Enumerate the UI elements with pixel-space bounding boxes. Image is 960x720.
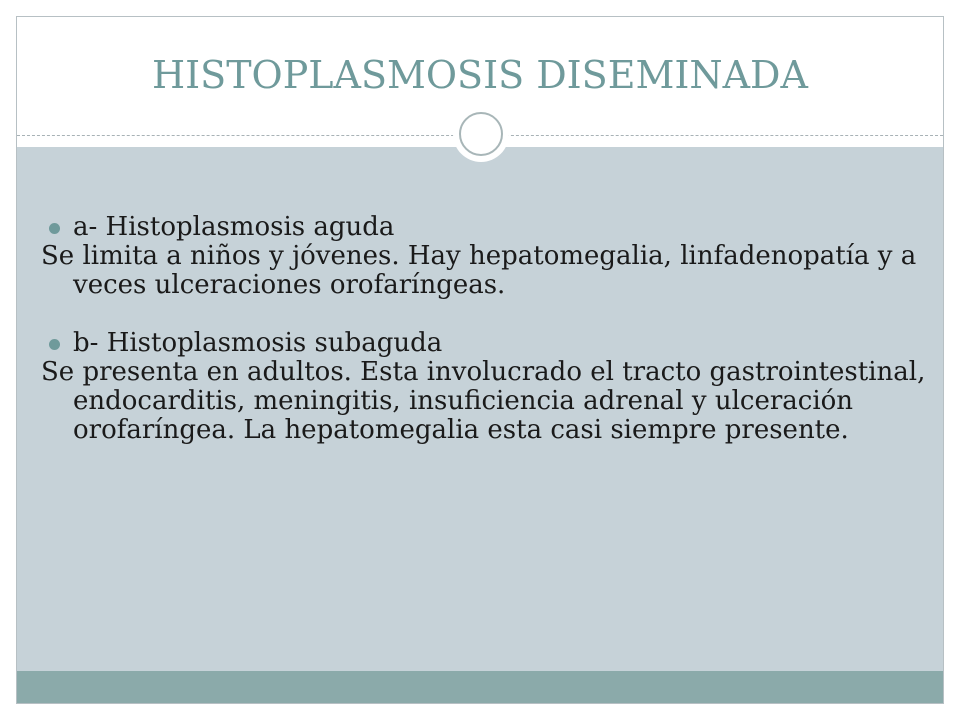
spacer [41,300,931,329]
section-text-b: Se presenta en adultos. Esta involucrado el tracto gastrointestinal, endocarditis, meningitis, insuficiencia adrenal y ulceración orofaríngea. La hepatomegalia esta casi siempre presente. [41,357,926,445]
ring-ornament-icon [453,106,509,162]
slide-title: HISTOPLASMOSIS DISEMINADA [152,53,808,97]
circle-bullet-icon [49,339,60,350]
section-heading-text: b- Histoplasmosis subaguda [73,328,443,358]
circle-bullet-icon [49,223,60,234]
slide [16,16,944,704]
footer-bar [17,671,943,704]
section-heading-b [41,329,931,358]
section-heading-a [41,213,931,242]
section-text-a: Se limita a niños y jóvenes. Hay hepatomegalia, linfadenopatía y a veces ulceraciones orofaríngeas. [41,241,917,300]
slide-body [41,213,931,445]
ring-inner [459,112,503,156]
section-heading-text: a- Histoplasmosis aguda [73,212,395,242]
